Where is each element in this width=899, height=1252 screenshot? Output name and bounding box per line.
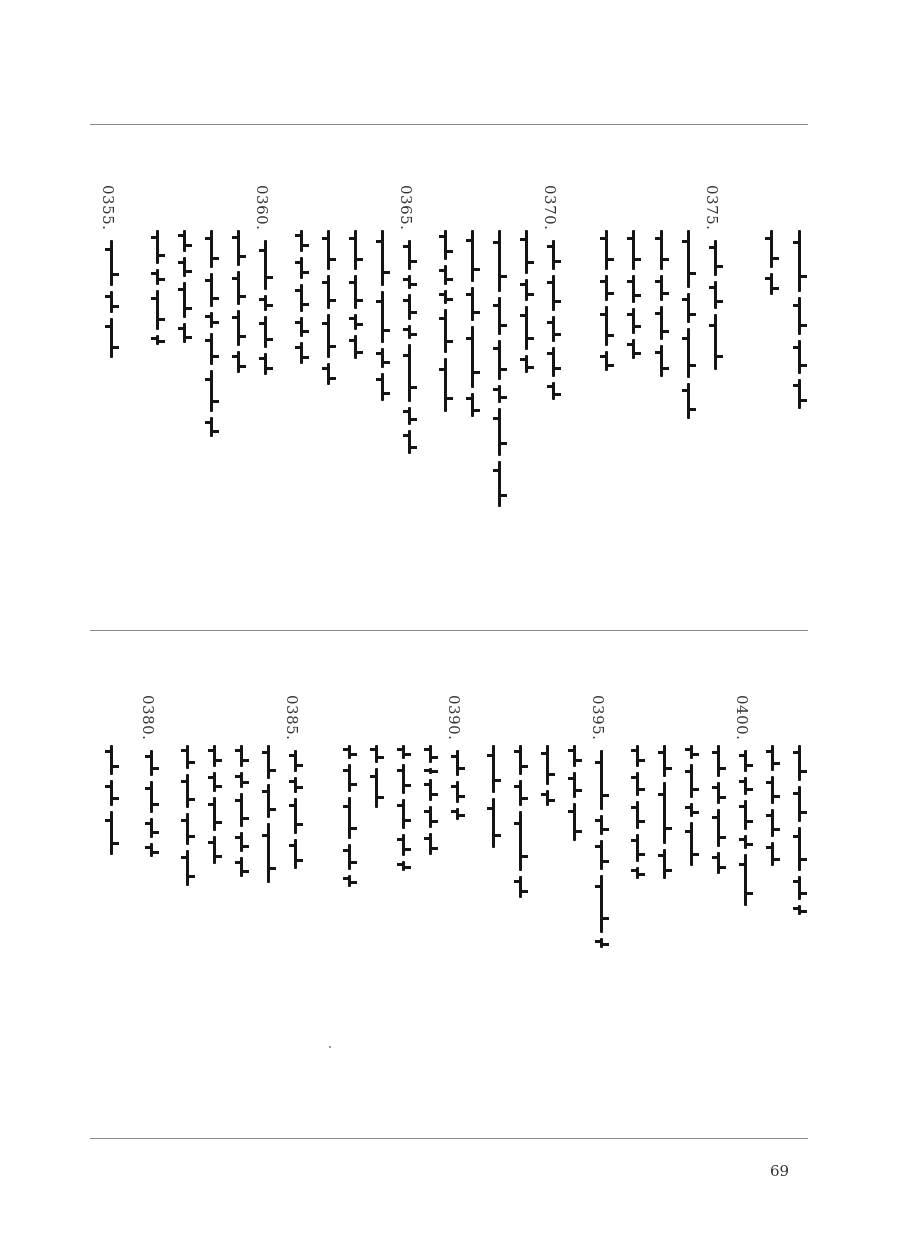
- mongolian-script-line: [483, 745, 503, 848]
- mongolian-script-line: [447, 750, 467, 820]
- mongolian-script-line: [564, 745, 584, 841]
- mongolian-script-line: [516, 230, 536, 373]
- mongolian-script-line: [420, 745, 440, 855]
- mongolian-script-line: [537, 745, 557, 806]
- line-number: 0385.: [283, 695, 301, 741]
- mongolian-script-line: [435, 230, 455, 412]
- mongolian-script-line: [255, 240, 275, 375]
- mongolian-script-line: [789, 745, 809, 915]
- mongolian-script-line: [101, 240, 121, 358]
- middle-rule: [90, 630, 808, 631]
- mongolian-script-line: [204, 745, 224, 864]
- mongolian-script-line: [681, 745, 701, 866]
- line-number: 0395.: [589, 695, 607, 741]
- mongolian-script-line: [623, 230, 643, 359]
- line-number: 0380.: [139, 695, 157, 741]
- page-number: 69: [770, 1162, 790, 1180]
- mongolian-script-line: [399, 240, 419, 454]
- mongolian-script-line: [285, 750, 305, 869]
- speck: [329, 1046, 331, 1048]
- line-number: 0390.: [445, 695, 463, 741]
- mongolian-script-line: [596, 230, 616, 371]
- mongolian-script-line: [789, 230, 809, 409]
- mongolian-script-line: [339, 745, 359, 887]
- line-number: 0375.: [703, 185, 721, 231]
- mongolian-script-line: [654, 745, 674, 879]
- bottom-rule: [90, 1138, 808, 1139]
- mongolian-script-line: [510, 745, 530, 898]
- mongolian-script-line: [591, 750, 611, 948]
- line-number: 0400.: [733, 695, 751, 741]
- mongolian-script-line: [393, 745, 413, 871]
- mongolian-script-line: [258, 745, 278, 883]
- top-rule: [90, 124, 808, 125]
- mongolian-script-line: [489, 230, 509, 507]
- mongolian-script-line: [372, 230, 392, 401]
- mongolian-script-line: [627, 745, 647, 879]
- mongolian-script-line: [708, 745, 728, 874]
- line-number: 0360.: [253, 185, 271, 231]
- mongolian-script-line: [141, 750, 161, 857]
- mongolian-script-line: [147, 230, 167, 345]
- mongolian-script-line: [345, 230, 365, 359]
- mongolian-script-line: [762, 745, 782, 866]
- mongolian-script-line: [761, 230, 781, 295]
- line-number: 0365.: [397, 185, 415, 231]
- mongolian-script-line: [462, 230, 482, 417]
- mongolian-script-line: [174, 230, 194, 343]
- mongolian-script-line: [678, 230, 698, 419]
- mongolian-script-line: [651, 230, 671, 377]
- mongolian-script-line: [201, 230, 221, 437]
- line-number: 0355.: [99, 185, 117, 231]
- mongolian-script-line: [231, 745, 251, 877]
- mongolian-script-line: [177, 745, 197, 886]
- mongolian-script-line: [101, 745, 121, 855]
- mongolian-script-line: [291, 230, 311, 364]
- mongolian-script-line: [366, 745, 386, 808]
- line-number: 0370.: [541, 185, 559, 231]
- mongolian-script-line: [228, 230, 248, 373]
- mongolian-script-line: [705, 240, 725, 370]
- mongolian-script-line: [543, 240, 563, 400]
- mongolian-script-line: [735, 750, 755, 906]
- mongolian-script-line: [318, 230, 338, 385]
